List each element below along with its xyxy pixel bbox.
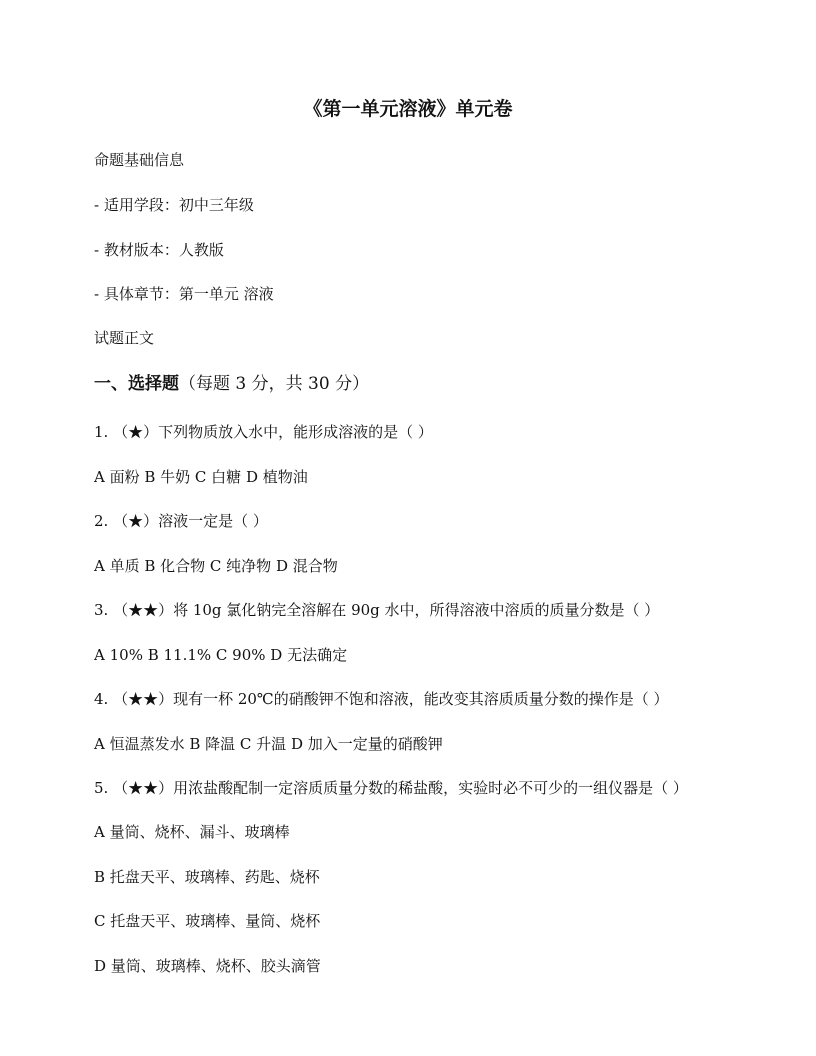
question-2-options: A 单质 B 化合物 C 纯净物 D 混合物 [94, 557, 338, 575]
question-1-stem: 1. （★）下列物质放入水中，能形成溶液的是（ ） [94, 423, 433, 441]
section-heading [94, 372, 369, 396]
question-4-options: A 恒温蒸发水 B 降温 C 升温 D 加入一定量的硝酸钾 [94, 735, 443, 753]
question-5-stem: 5. （★★）用浓盐酸配制一定溶质质量分数的稀盐酸，实验时必不可少的一组仪器是（ ） [94, 779, 688, 797]
info-item-grade: - 适用学段：初中三年级 [94, 196, 254, 214]
question-5-option-a: A 量筒、烧杯、漏斗、玻璃棒 [94, 823, 290, 841]
question-5-option-c: C 托盘天平、玻璃棒、量筒、烧杯 [94, 912, 321, 930]
question-3-stem: 3. （★★）将 10g 氯化钠完全溶解在 90g 水中，所得溶液中溶质的质量分数是（ ） [94, 601, 660, 619]
question-2-stem: 2. （★）溶液一定是（ ） [94, 512, 268, 530]
info-item-textbook: - 教材版本：人教版 [94, 241, 224, 259]
question-4-stem: 4. （★★）现有一杯 20℃的硝酸钾不饱和溶液，能改变其溶质质量分数的操作是（ ） [94, 690, 669, 708]
question-5-option-b: B 托盘天平、玻璃棒、药匙、烧杯 [94, 868, 320, 886]
section-title: 一、选择题 [94, 374, 179, 394]
info-heading: 命题基础信息 [94, 151, 185, 169]
document-title: 《第一单元溶液》单元卷 [303, 98, 513, 120]
question-3-options: A 10% B 11.1% C 90% D 无法确定 [94, 646, 348, 664]
body-heading: 试题正文 [94, 329, 155, 347]
section-scoring-note: （每题 3 分，共 30 分） [179, 374, 370, 394]
question-5-option-d: D 量筒、玻璃棒、烧杯、胶头滴管 [94, 957, 321, 975]
info-item-chapter: - 具体章节：第一单元 溶液 [94, 285, 274, 303]
question-1-options: A 面粉 B 牛奶 C 白糖 D 植物油 [94, 468, 308, 486]
